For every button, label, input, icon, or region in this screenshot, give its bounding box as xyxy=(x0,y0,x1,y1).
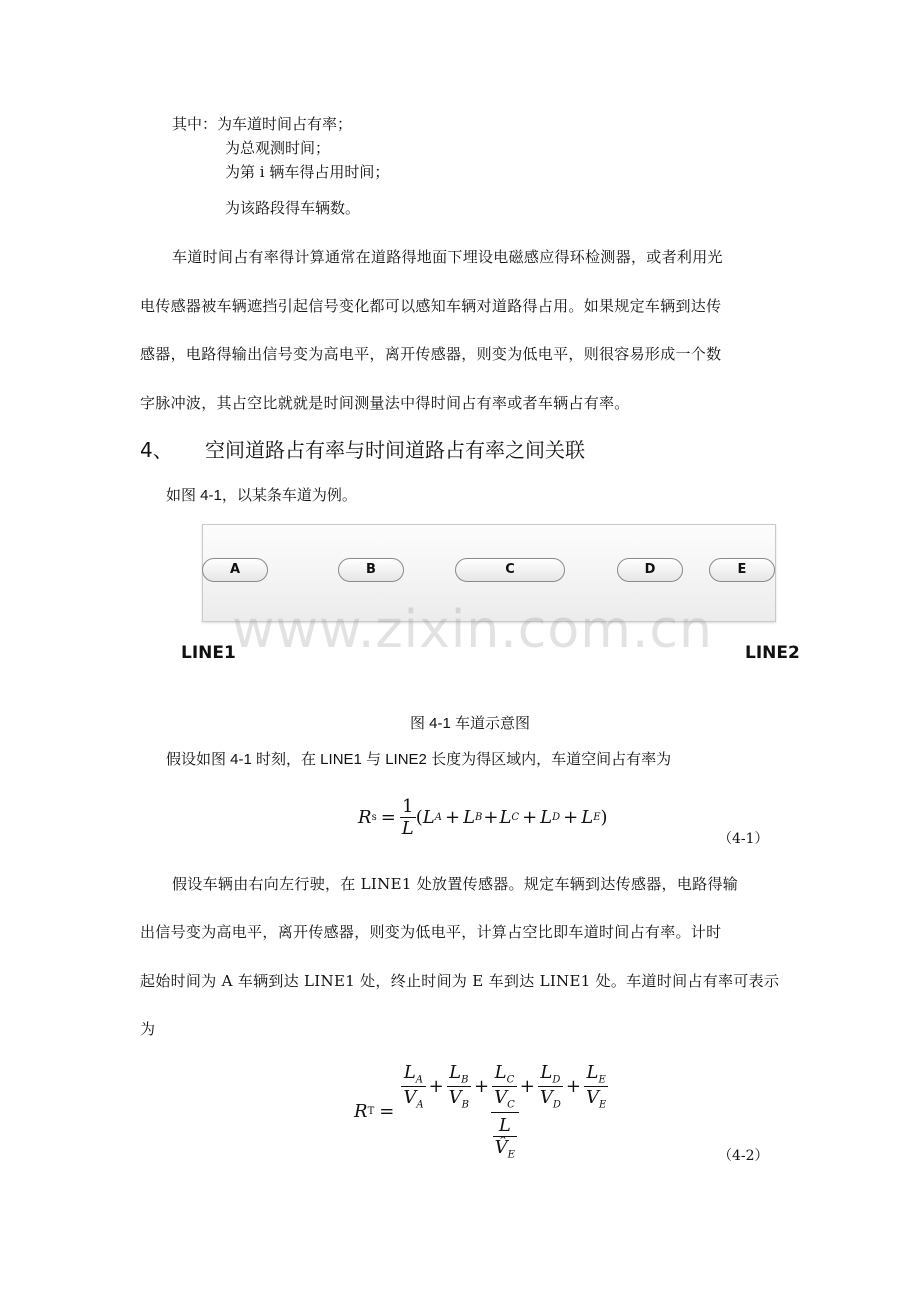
watermark: www.zixin.com.cn xyxy=(232,600,713,660)
eq-op: + xyxy=(474,1075,490,1097)
eq-sub: E xyxy=(507,1149,515,1161)
eq-sub: E xyxy=(593,812,601,823)
eq-var: L xyxy=(581,807,594,828)
equation-number: （4-1） xyxy=(718,831,769,847)
eq-var: V xyxy=(539,1086,553,1108)
eq-sub: C xyxy=(506,1074,515,1086)
paragraph-line: 字脉冲波，其占空比就就是时间测量法中得时间占有率或者车辆占有率。 xyxy=(140,394,630,412)
eq-frac-den: L xyxy=(401,818,414,839)
figure-caption: 图 4-1 车道示意图 xyxy=(410,715,531,732)
vehicle-a: A xyxy=(202,558,268,582)
eq-sub: D xyxy=(552,1074,561,1086)
paragraph-line: 假设如图 4-1 时刻，在 LINE1 与 LINE2 长度为得区域内，车道空间占有率为 xyxy=(166,751,672,768)
eq-op: + xyxy=(563,807,579,828)
eq-sub: A xyxy=(415,1074,424,1086)
line1-label: LINE1 xyxy=(181,643,236,663)
eq-sub: C xyxy=(507,1099,515,1111)
eq-sub: s xyxy=(371,812,377,823)
paragraph-line: 为 xyxy=(140,1020,156,1038)
eq-var: V xyxy=(494,1086,508,1108)
equation-4-1 xyxy=(358,796,608,839)
eq-paren: ( xyxy=(415,807,423,828)
section-title: 空间道路占有率与时间道路占有率之间关联 xyxy=(205,438,585,462)
equation-4-2 xyxy=(354,1062,610,1161)
paragraph-line: 电传感器被车辆遮挡引起信号变化都可以感知车辆对道路得占用。如果规定车辆到达传 xyxy=(140,297,722,315)
eq-var: V xyxy=(585,1086,599,1108)
vehicle-c: C xyxy=(455,558,565,582)
eq-var: V xyxy=(448,1086,462,1108)
eq-op: + xyxy=(522,807,538,828)
eq-sub: D xyxy=(552,1099,561,1111)
eq-paren: ) xyxy=(600,807,608,828)
eq-equals: = xyxy=(380,807,396,828)
definition-vehicle-count: 为该路段得车辆数。 xyxy=(225,199,361,217)
eq-equals: = xyxy=(379,1100,395,1122)
equation-number: （4-2） xyxy=(718,1148,769,1164)
eq-var: L xyxy=(449,1062,462,1083)
eq-sub: D xyxy=(552,812,561,823)
paragraph-line: 感器，电路得输出信号变为高电平，离开传感器，则变为低电平，则很容易形成一个数 xyxy=(140,345,722,363)
paragraph-line: 起始时间为 A 车辆到达 LINE1 处，终止时间为 E 车到达 LINE1 处。车道时间占有率可表示 xyxy=(140,972,780,990)
eq-frac-num: 1 xyxy=(402,796,414,817)
eq-var: L xyxy=(586,1062,599,1083)
eq-op: + xyxy=(519,1075,535,1097)
vehicle-e: E xyxy=(709,558,775,582)
eq-var: L xyxy=(422,807,435,828)
definition-total-time: 为总观测时间； xyxy=(225,139,331,157)
eq-op: + xyxy=(565,1075,581,1097)
eq-var: L xyxy=(540,807,553,828)
eq-var: L xyxy=(494,1062,507,1083)
eq-op: + xyxy=(444,807,461,828)
eq-sub: C xyxy=(511,812,520,823)
section-number: 4、 xyxy=(140,438,173,462)
line2-label: LINE2 xyxy=(745,643,800,663)
eq-var: V xyxy=(403,1086,417,1108)
eq-op: + xyxy=(428,1075,444,1097)
eq-sub: E xyxy=(598,1074,606,1086)
paragraph-line: 假设车辆由右向左行驶，在 LINE1 处放置传感器。规定车辆到达传感器，电路得输 xyxy=(172,875,739,893)
eq-sub: B xyxy=(475,812,483,823)
eq-sub: A xyxy=(416,1099,424,1111)
eq-sub: B xyxy=(461,1099,470,1111)
eq-var: L xyxy=(499,807,512,828)
eq-op: + xyxy=(483,807,499,828)
vehicle-b: B xyxy=(338,558,404,582)
eq-var: L xyxy=(403,1062,416,1083)
eq-var: R xyxy=(358,807,372,828)
eq-sub: E xyxy=(598,1099,607,1111)
eq-sub: T xyxy=(367,1105,375,1117)
eq-var: L xyxy=(540,1062,553,1083)
paragraph-line: 出信号变为高电平，离开传感器，则变为低电平，计算占空比即车道时间占有率。计时 xyxy=(140,923,722,941)
figure-intro: 如图 4-1，以某条车道为例。 xyxy=(166,487,357,504)
vehicle-d: D xyxy=(617,558,683,582)
eq-sub: B xyxy=(461,1074,469,1086)
eq-var: L xyxy=(463,807,476,828)
eq-var: V̂ xyxy=(494,1137,508,1159)
eq-sub: A xyxy=(434,812,442,823)
definition-occupancy: 其中：为车道时间占有率； xyxy=(172,115,353,133)
eq-var: L xyxy=(498,1115,511,1137)
definition-occupy-time: 为第 i 辆车得占用时间； xyxy=(225,163,390,181)
paragraph-line: 车道时间占有率得计算通常在道路得地面下埋设电磁感应得环检测器，或者利用光 xyxy=(172,248,723,266)
eq-var: R xyxy=(354,1100,368,1122)
